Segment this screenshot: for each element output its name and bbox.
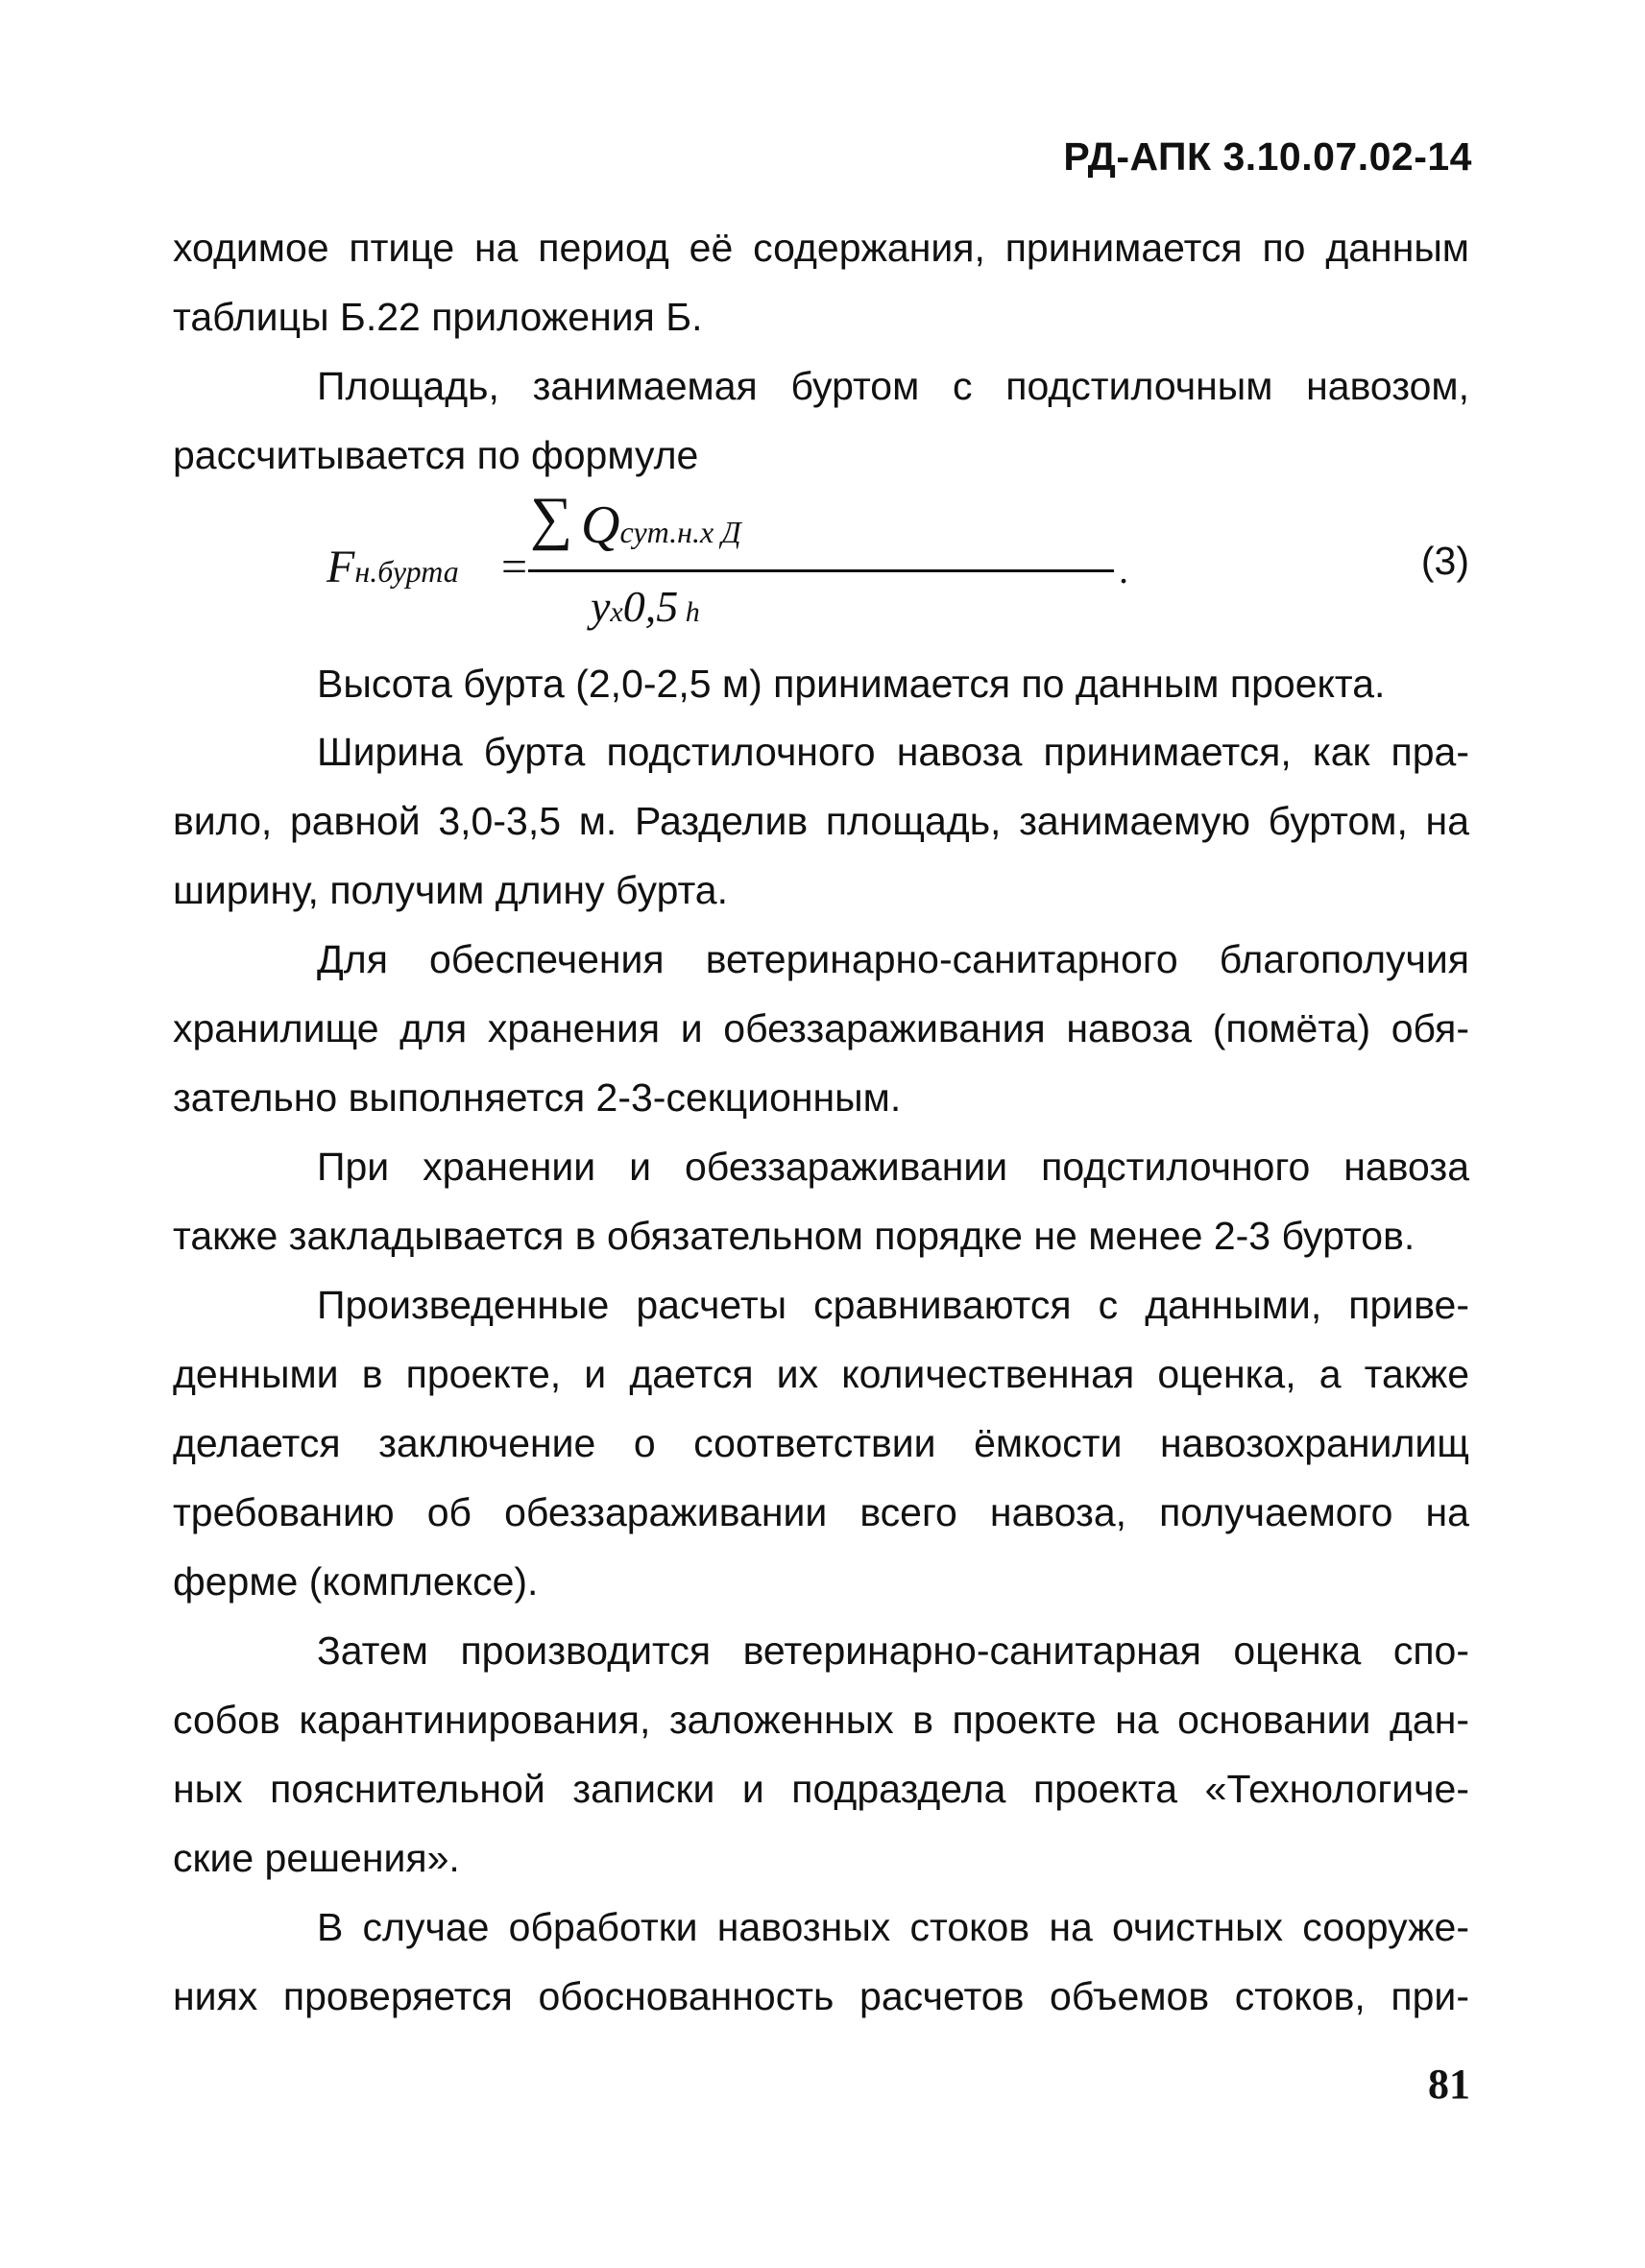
text-line: Ширина бурта подстилочного навоза принимается, как пра- [317, 730, 1469, 774]
text-line: таблицы Б.22 приложения Б. [173, 295, 703, 339]
text-line: Высота бурта (2,0-2,5 м) принимается по данным проекта. [317, 662, 1386, 706]
text-line: При хранении и обеззараживании подстилочного навоза [317, 1145, 1469, 1189]
text-line: ходимое птице на период её содержания, принимается по данным [173, 226, 1469, 270]
text-line: также закладывается в обязательном порядке не менее 2-3 буртов. [173, 1214, 1415, 1258]
formula-number: (3) [1420, 539, 1469, 583]
text-line: Для обеспечения ветеринарно-санитарного благополучия [317, 937, 1469, 981]
formula-lhs: Fн.бурта [327, 542, 459, 592]
document-code: РД-АПК 3.10.07.02-14 [1063, 134, 1472, 179]
text-line: ферме (комплексе). [173, 1559, 539, 1604]
text-line: ские решения». [173, 1836, 460, 1880]
text-line: рассчитывается по формуле [173, 433, 699, 477]
text-line: вило, равной 3,0-3,5 м. Разделив площадь, занимаемую буртом, на [173, 799, 1469, 843]
text-line: требованию об обеззараживании всего навоза, получаемого на [173, 1490, 1469, 1534]
text-line: Площадь, занимаемая буртом с подстилочным навозом, [317, 364, 1469, 408]
text-line: В случае обработки навозных стоков на очистных сооруже- [317, 1905, 1469, 1949]
text-line: денными в проекте, и дается их количественная оценка, а также [173, 1352, 1469, 1396]
formula-numerator: Qсут.н.х Д [581, 495, 741, 555]
text-line: ных пояснительной записки и подраздела проекта «Технологиче- [173, 1767, 1469, 1811]
text-line: собов карантинирования, заложенных в проекте на основании дан- [173, 1698, 1469, 1742]
text-line: зательно выполняется 2-3-секционным. [173, 1075, 902, 1120]
formula-period: . [1119, 548, 1128, 591]
text-line: Затем производится ветеринарно-санитарная оценка спо- [317, 1629, 1469, 1673]
text-line: Произведенные расчеты сравниваются с данными, приве- [317, 1283, 1469, 1327]
formula-3 [327, 485, 1469, 643]
formula-equals: = [501, 542, 528, 592]
formula-denominator: ух0,5 h [591, 582, 700, 631]
text-line: ниях проверяется обоснованность расчетов объемов стоков, при- [173, 1974, 1469, 2018]
page-number: 81 [1428, 2061, 1470, 2108]
text-line: делается заключение о соответствии ёмкости навозохранилищ [173, 1421, 1469, 1465]
text-line: ширину, получим длину бурта. [173, 868, 729, 912]
text-line: хранилище для хранения и обеззараживания навоза (помёта) обя- [173, 1006, 1469, 1050]
sum-symbol: ∑ [530, 486, 573, 551]
fraction-bar [528, 569, 1114, 572]
